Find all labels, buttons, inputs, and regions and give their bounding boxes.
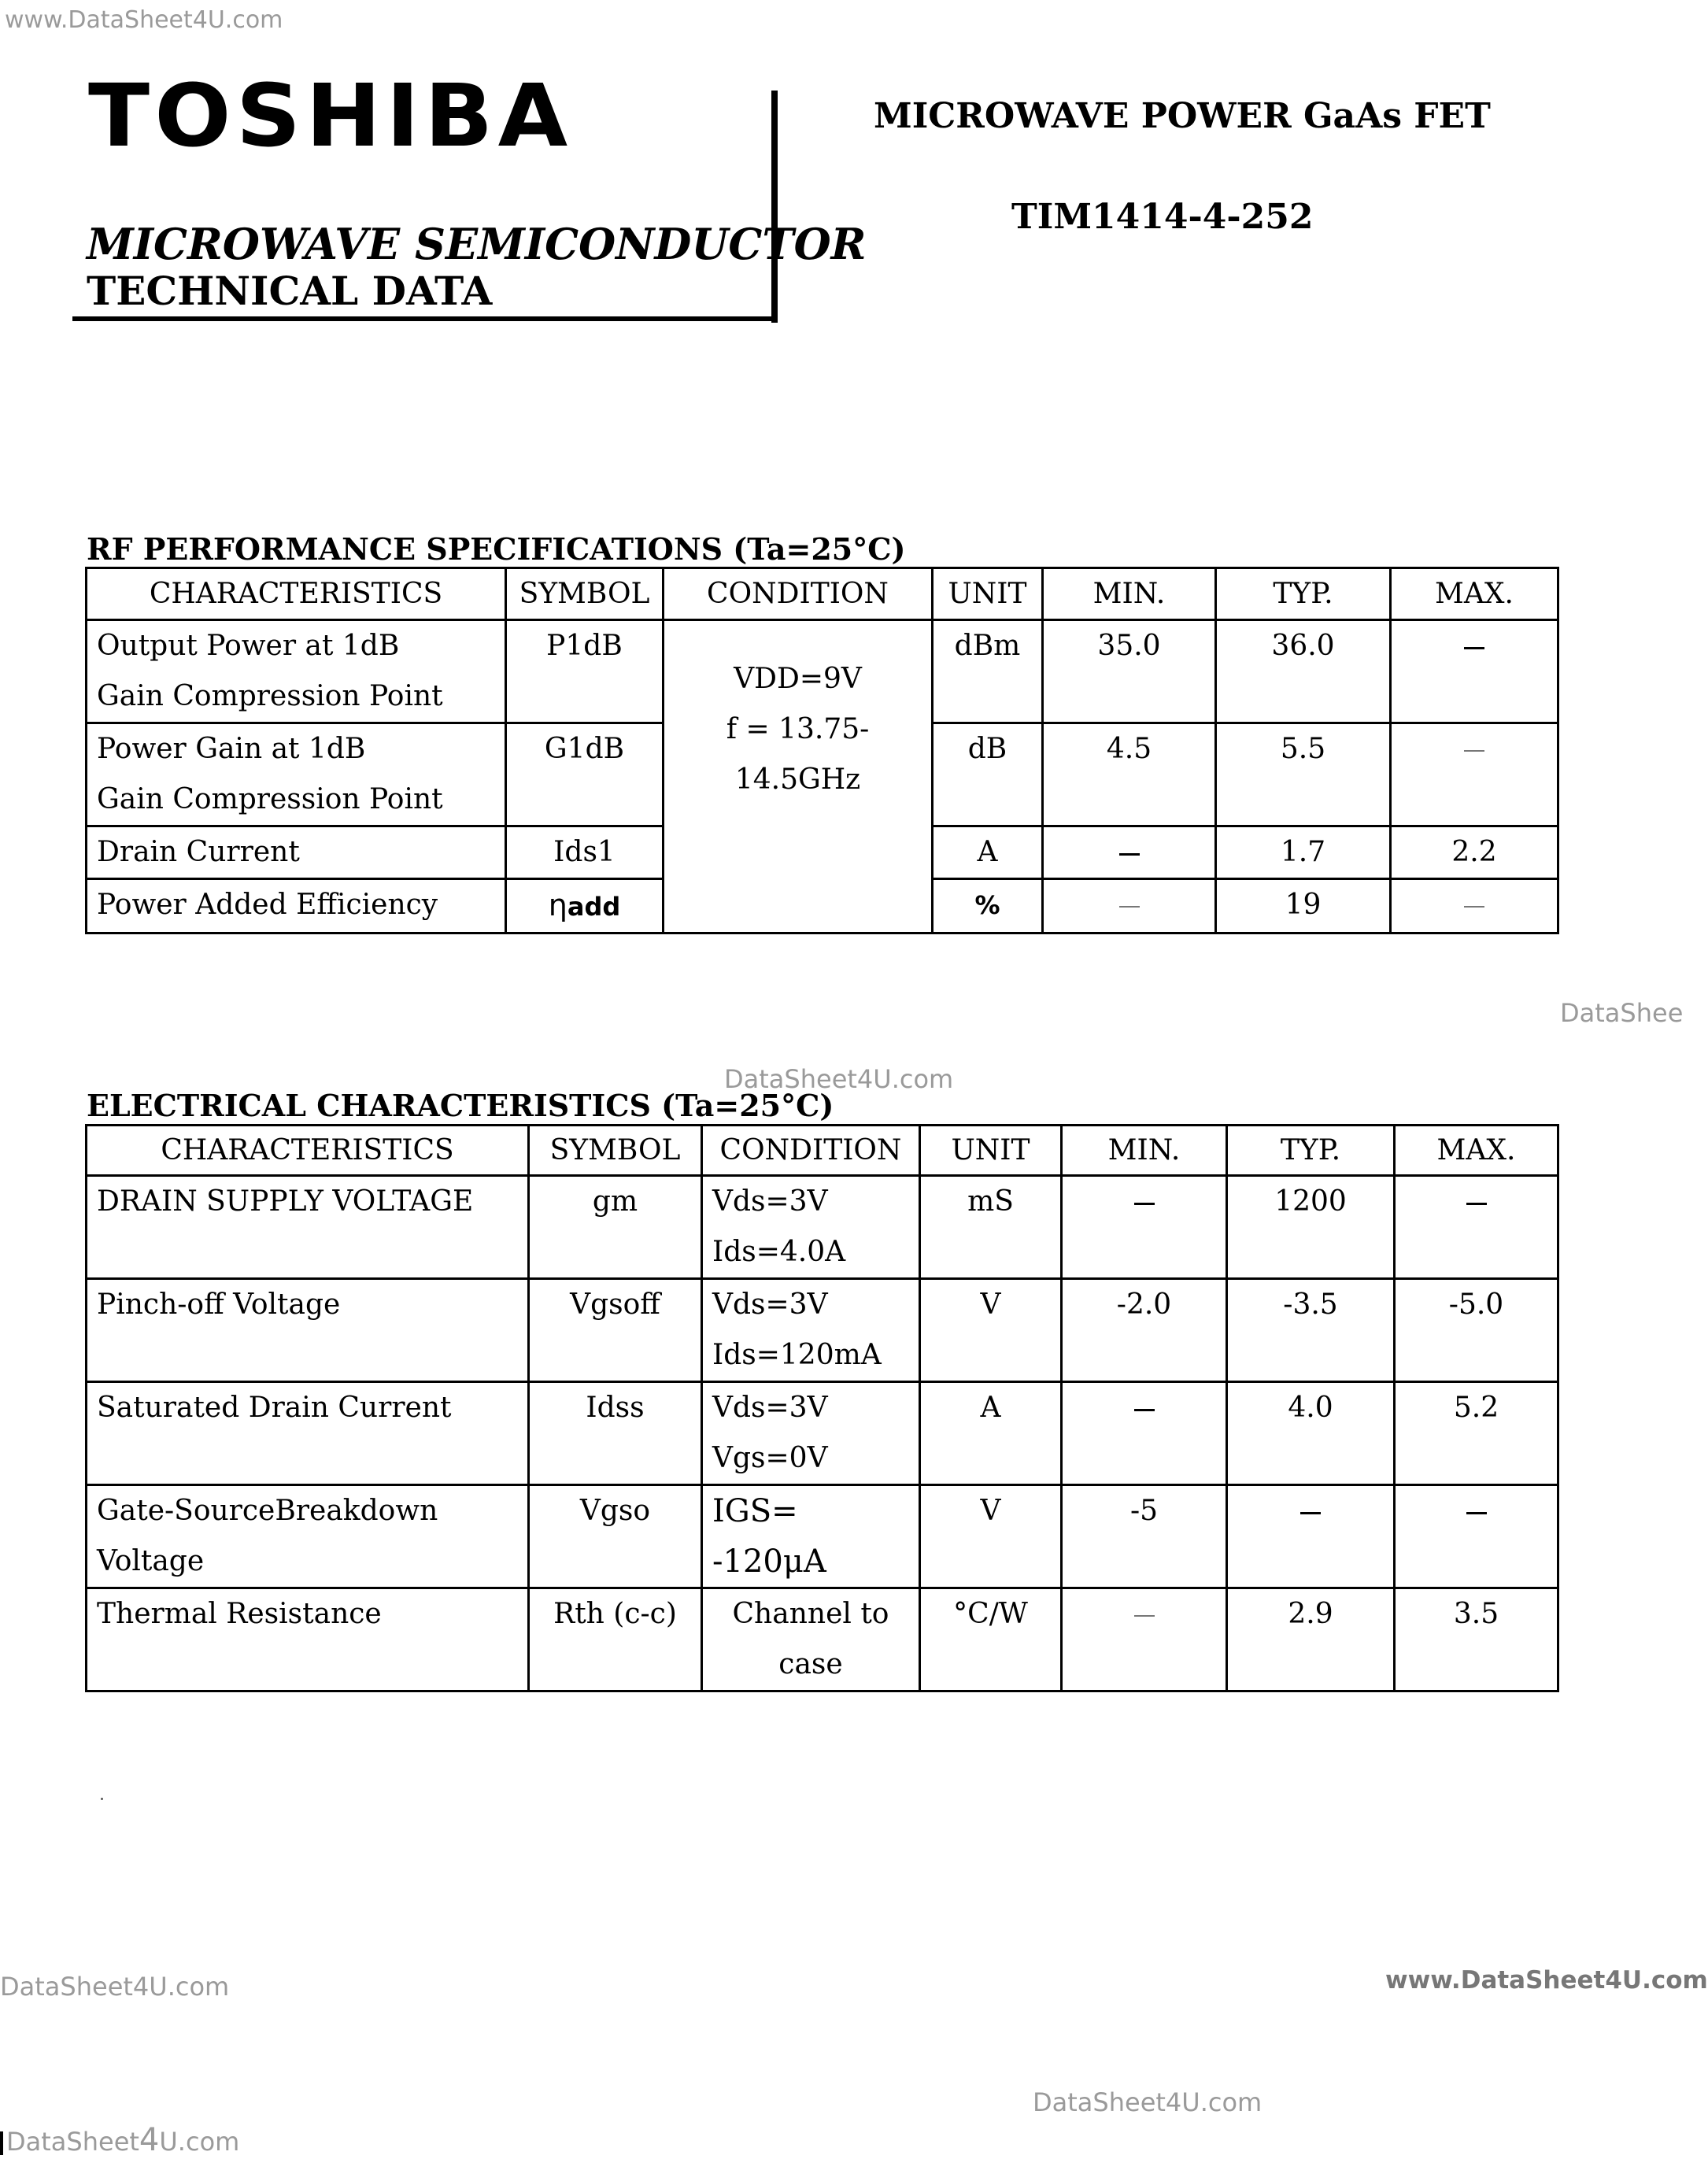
elec-header-condition: CONDITION bbox=[702, 1126, 920, 1176]
elec-row3-condition bbox=[702, 1382, 920, 1485]
dash-mark bbox=[1466, 1203, 1487, 1205]
elec-header-row bbox=[87, 1126, 1558, 1176]
watermark-footer-center: DataSheet4U.com bbox=[1033, 2087, 1263, 2117]
elec-row4-min bbox=[1062, 1485, 1227, 1588]
watermark-mid-right: DataShee bbox=[1560, 998, 1684, 1028]
rf-row4-max-dash-wrap bbox=[1401, 880, 1547, 930]
elec-row5-cond-line2: case bbox=[778, 1648, 843, 1680]
rf-row4-characteristics bbox=[87, 879, 506, 933]
elec-row3-max bbox=[1395, 1382, 1558, 1485]
elec-row3-cond-line1: Vds=3V bbox=[712, 1392, 828, 1424]
elec-row4-characteristics bbox=[87, 1485, 529, 1588]
elec-row1-min-dash-wrap bbox=[1072, 1177, 1216, 1227]
rf-row4-unit bbox=[933, 879, 1043, 933]
rf-condition-line2: f = 13.75-14.5GHz bbox=[726, 712, 870, 796]
elec-row2-symbol bbox=[529, 1279, 702, 1382]
elec-row1-cond-line2: Ids=4.0A bbox=[712, 1236, 846, 1268]
rf-header-unit: UNIT bbox=[933, 568, 1043, 620]
eta-subscript: add bbox=[567, 892, 621, 922]
rf-header-max: MAX. bbox=[1391, 568, 1558, 620]
elec-row1-unit bbox=[920, 1176, 1062, 1279]
rf-row1-unit-text: dBm bbox=[954, 630, 1021, 662]
watermark-top-left: www.DataSheet4U.com bbox=[5, 6, 283, 34]
elec-header-max: MAX. bbox=[1395, 1126, 1558, 1176]
elec-row2-typ bbox=[1227, 1279, 1395, 1382]
elec-row3-min bbox=[1062, 1382, 1227, 1485]
table-row bbox=[87, 1176, 1558, 1279]
rf-row1-characteristics bbox=[87, 620, 506, 723]
rf-row3-typ bbox=[1216, 826, 1391, 879]
rf-row2-typ-text: 5.5 bbox=[1280, 733, 1326, 765]
dash-mark bbox=[1119, 853, 1140, 856]
watermark-bottom-right: www.DataSheet4U.com bbox=[1385, 1966, 1708, 1994]
subtitle-microwave-semiconductor: MICROWAVE SEMICONDUCTOR bbox=[87, 219, 867, 269]
elec-row2-cond-line1: Vds=3V bbox=[712, 1288, 828, 1321]
table-row bbox=[87, 1279, 1558, 1382]
elec-row2-unit bbox=[920, 1279, 1062, 1382]
table-row bbox=[87, 620, 1558, 723]
rf-row2-max-dash-wrap bbox=[1401, 724, 1547, 775]
rf-row4-char-line1: Power Added Efficiency bbox=[97, 889, 438, 921]
elec-row4-cond-line1: IGS= -120μA bbox=[712, 1493, 826, 1580]
elec-row2-unit-text: V bbox=[980, 1288, 1001, 1321]
elec-row1-characteristics bbox=[87, 1176, 529, 1279]
watermark-footer-left bbox=[6, 2122, 239, 2158]
elec-row4-max-dash-wrap bbox=[1405, 1486, 1547, 1536]
elec-row3-cond-line2: Vgs=0V bbox=[712, 1442, 828, 1474]
elec-header-characteristics: CHARACTERISTICS bbox=[87, 1126, 529, 1176]
rf-row4-typ-text: 19 bbox=[1285, 889, 1322, 921]
elec-row2-cond-line2: Ids=120mA bbox=[712, 1339, 882, 1371]
rf-row2-char-line2: Gain Compression Point bbox=[97, 783, 443, 815]
dash-mark bbox=[1300, 1512, 1321, 1514]
rf-condition bbox=[664, 620, 933, 933]
elec-row5-min bbox=[1062, 1588, 1227, 1691]
table-row bbox=[87, 1588, 1558, 1691]
elec-header-symbol: SYMBOL bbox=[529, 1126, 702, 1176]
rf-condition-line1: VDD=9V bbox=[734, 662, 862, 695]
elec-header-typ: TYP. bbox=[1227, 1126, 1395, 1176]
elec-row1-symbol bbox=[529, 1176, 702, 1279]
rf-row2-unit bbox=[933, 723, 1043, 826]
rf-row1-typ bbox=[1216, 620, 1391, 723]
elec-row1-typ bbox=[1227, 1176, 1395, 1279]
elec-row1-typ-text: 1200 bbox=[1274, 1185, 1347, 1218]
dash-mark bbox=[1134, 1615, 1155, 1617]
rf-row2-symbol bbox=[506, 723, 664, 826]
elec-row1-symbol-text: gm bbox=[592, 1185, 638, 1218]
dash-mark bbox=[1464, 750, 1484, 752]
elec-row3-characteristics bbox=[87, 1382, 529, 1485]
elec-row4-unit-text: V bbox=[980, 1495, 1001, 1527]
rf-row2-min-text: 4.5 bbox=[1106, 733, 1152, 765]
rf-row2-max bbox=[1391, 723, 1558, 826]
elec-row1-condition bbox=[702, 1176, 920, 1279]
elec-row5-symbol-text: Rth (c-c) bbox=[553, 1598, 677, 1630]
watermark-mid-center: DataSheet4U.com bbox=[724, 1064, 954, 1094]
rf-header-min: MIN. bbox=[1043, 568, 1216, 620]
dash-mark bbox=[1134, 1203, 1155, 1205]
elec-row3-symbol bbox=[529, 1382, 702, 1485]
rf-row3-characteristics bbox=[87, 826, 506, 879]
elec-row3-max-text: 5.2 bbox=[1453, 1392, 1499, 1424]
rf-header-row bbox=[87, 568, 1558, 620]
elec-row1-max bbox=[1395, 1176, 1558, 1279]
elec-row1-max-dash-wrap bbox=[1405, 1177, 1547, 1227]
rf-row4-typ bbox=[1216, 879, 1391, 933]
elec-row2-min bbox=[1062, 1279, 1227, 1382]
header-vertical-rule bbox=[771, 91, 778, 323]
rf-row3-unit bbox=[933, 826, 1043, 879]
speck bbox=[101, 1798, 103, 1800]
rf-row4-symbol bbox=[506, 879, 664, 933]
toshiba-logo: TOSHIBA bbox=[88, 65, 573, 166]
elec-row1-min bbox=[1062, 1176, 1227, 1279]
rf-row1-typ-text: 36.0 bbox=[1271, 630, 1335, 662]
rf-condition-text bbox=[674, 654, 922, 805]
elec-spec-table bbox=[85, 1124, 1559, 1692]
elec-row3-symbol-text: Idss bbox=[586, 1392, 645, 1424]
elec-row5-cond-line1: Channel to bbox=[732, 1598, 889, 1630]
elec-row2-max bbox=[1395, 1279, 1558, 1382]
rf-row3-min-dash-wrap bbox=[1053, 827, 1205, 878]
elec-row4-unit bbox=[920, 1485, 1062, 1588]
header-horizontal-rule bbox=[72, 316, 778, 321]
rf-row1-max bbox=[1391, 620, 1558, 723]
elec-header-unit: UNIT bbox=[920, 1126, 1062, 1176]
eta-symbol: η bbox=[548, 888, 567, 922]
rf-row3-symbol-text: Ids1 bbox=[553, 836, 616, 868]
rf-row2-characteristics bbox=[87, 723, 506, 826]
page-edge-mark bbox=[0, 2131, 3, 2155]
elec-row2-condition bbox=[702, 1279, 920, 1382]
elec-row5-characteristics bbox=[87, 1588, 529, 1691]
rf-header-characteristics: CHARACTERISTICS bbox=[87, 568, 506, 620]
elec-row2-symbol-text: Vgsoff bbox=[570, 1288, 660, 1321]
elec-row4-symbol-text: Vgso bbox=[579, 1495, 651, 1527]
elec-row5-unit-text: °C/W bbox=[953, 1598, 1028, 1630]
rf-row3-min bbox=[1043, 826, 1216, 879]
rf-row2-unit-text: dB bbox=[967, 733, 1007, 765]
elec-row2-char-line1: Pinch-off Voltage bbox=[97, 1288, 341, 1321]
rf-row1-symbol-text: P1dB bbox=[546, 630, 623, 662]
rf-header-typ: TYP. bbox=[1216, 568, 1391, 620]
elec-row4-char-line1: Gate-SourceBreakdown bbox=[97, 1495, 438, 1527]
rf-row4-min-dash-wrap bbox=[1053, 880, 1205, 930]
table-row bbox=[87, 1382, 1558, 1485]
elec-row5-min-dash-wrap bbox=[1072, 1589, 1216, 1640]
elec-header-min: MIN. bbox=[1062, 1126, 1227, 1176]
elec-row4-typ bbox=[1227, 1485, 1395, 1588]
elec-row3-typ bbox=[1227, 1382, 1395, 1485]
watermark-bottom-left: DataSheet4U.com bbox=[0, 1972, 230, 2002]
elec-row5-typ-text: 2.9 bbox=[1288, 1598, 1333, 1630]
rf-row3-unit-text: A bbox=[977, 836, 998, 868]
elec-row1-char-line1: DRAIN SUPPLY VOLTAGE bbox=[97, 1185, 474, 1218]
rf-row1-max-dash-wrap bbox=[1401, 621, 1547, 671]
elec-row5-symbol bbox=[529, 1588, 702, 1691]
rf-row3-symbol bbox=[506, 826, 664, 879]
elec-row4-symbol bbox=[529, 1485, 702, 1588]
rf-row2-char-line1: Power Gain at 1dB bbox=[97, 733, 366, 765]
rf-row4-max bbox=[1391, 879, 1558, 933]
watermark-footer-left-part-a: DataSheet bbox=[6, 2127, 139, 2157]
elec-row1-unit-text: mS bbox=[967, 1185, 1014, 1218]
rf-row1-unit bbox=[933, 620, 1043, 723]
elec-row5-unit bbox=[920, 1588, 1062, 1691]
rf-row3-max bbox=[1391, 826, 1558, 879]
dash-mark bbox=[1466, 1512, 1487, 1514]
elec-row3-typ-text: 4.0 bbox=[1288, 1392, 1333, 1424]
rf-row3-char-line1: Drain Current bbox=[97, 836, 300, 868]
rf-header-symbol: SYMBOL bbox=[506, 568, 664, 620]
rf-row4-unit-text: % bbox=[974, 890, 1000, 920]
rf-row1-symbol bbox=[506, 620, 664, 723]
elec-row2-characteristics bbox=[87, 1279, 529, 1382]
rf-header-condition: CONDITION bbox=[664, 568, 933, 620]
elec-row2-typ-text: -3.5 bbox=[1283, 1288, 1338, 1321]
elec-row4-min-text: -5 bbox=[1129, 1495, 1159, 1527]
watermark-footer-left-part-c: U.com bbox=[159, 2127, 240, 2157]
rf-row1-char-line2: Gain Compression Point bbox=[97, 680, 443, 712]
dash-mark bbox=[1464, 647, 1484, 649]
rf-section-title: RF PERFORMANCE SPECIFICATIONS (Ta=25°C) bbox=[87, 531, 906, 567]
elec-row4-condition bbox=[702, 1485, 920, 1588]
rf-row1-char-line1: Output Power at 1dB bbox=[97, 630, 400, 662]
dash-mark bbox=[1119, 906, 1140, 908]
elec-row3-unit bbox=[920, 1382, 1062, 1485]
elec-row1-cond-line1: Vds=3V bbox=[712, 1185, 828, 1218]
elec-row4-max bbox=[1395, 1485, 1558, 1588]
rf-row2-symbol-text: G1dB bbox=[544, 733, 625, 765]
elec-row5-condition bbox=[702, 1588, 920, 1691]
table-row bbox=[87, 1485, 1558, 1588]
rf-row2-min bbox=[1043, 723, 1216, 826]
rf-spec-table bbox=[85, 567, 1559, 934]
rf-row1-min-text: 35.0 bbox=[1097, 630, 1161, 662]
elec-row2-max-text: -5.0 bbox=[1448, 1288, 1504, 1321]
part-number: TIM1414-4-252 bbox=[1011, 197, 1314, 237]
rf-row2-typ bbox=[1216, 723, 1391, 826]
elec-row5-max-text: 3.5 bbox=[1453, 1598, 1499, 1630]
product-title: MICROWAVE POWER GaAs FET bbox=[874, 96, 1491, 136]
subtitle-technical-data: TECHNICAL DATA bbox=[87, 268, 493, 314]
elec-row3-min-dash-wrap bbox=[1072, 1383, 1216, 1433]
elec-row3-unit-text: A bbox=[980, 1392, 1001, 1424]
elec-row5-char-line1: Thermal Resistance bbox=[97, 1598, 382, 1630]
elec-row2-min-text: -2.0 bbox=[1116, 1288, 1172, 1321]
elec-row5-typ bbox=[1227, 1588, 1395, 1691]
dash-mark bbox=[1464, 906, 1484, 908]
dash-mark bbox=[1134, 1409, 1155, 1411]
elec-row4-char-line2: Voltage bbox=[97, 1545, 205, 1577]
watermark-footer-left-part-b: 4 bbox=[139, 2122, 160, 2158]
elec-section-title: ELECTRICAL CHARACTERISTICS (Ta=25°C) bbox=[87, 1088, 834, 1123]
elec-row4-typ-dash-wrap bbox=[1237, 1486, 1384, 1536]
elec-row5-max bbox=[1395, 1588, 1558, 1691]
rf-row3-max-text: 2.2 bbox=[1451, 836, 1497, 868]
rf-row4-symbol-wrap bbox=[516, 880, 653, 932]
rf-row1-min bbox=[1043, 620, 1216, 723]
rf-row4-min bbox=[1043, 879, 1216, 933]
elec-row3-char-line1: Saturated Drain Current bbox=[97, 1392, 452, 1424]
rf-row3-typ-text: 1.7 bbox=[1280, 836, 1326, 868]
